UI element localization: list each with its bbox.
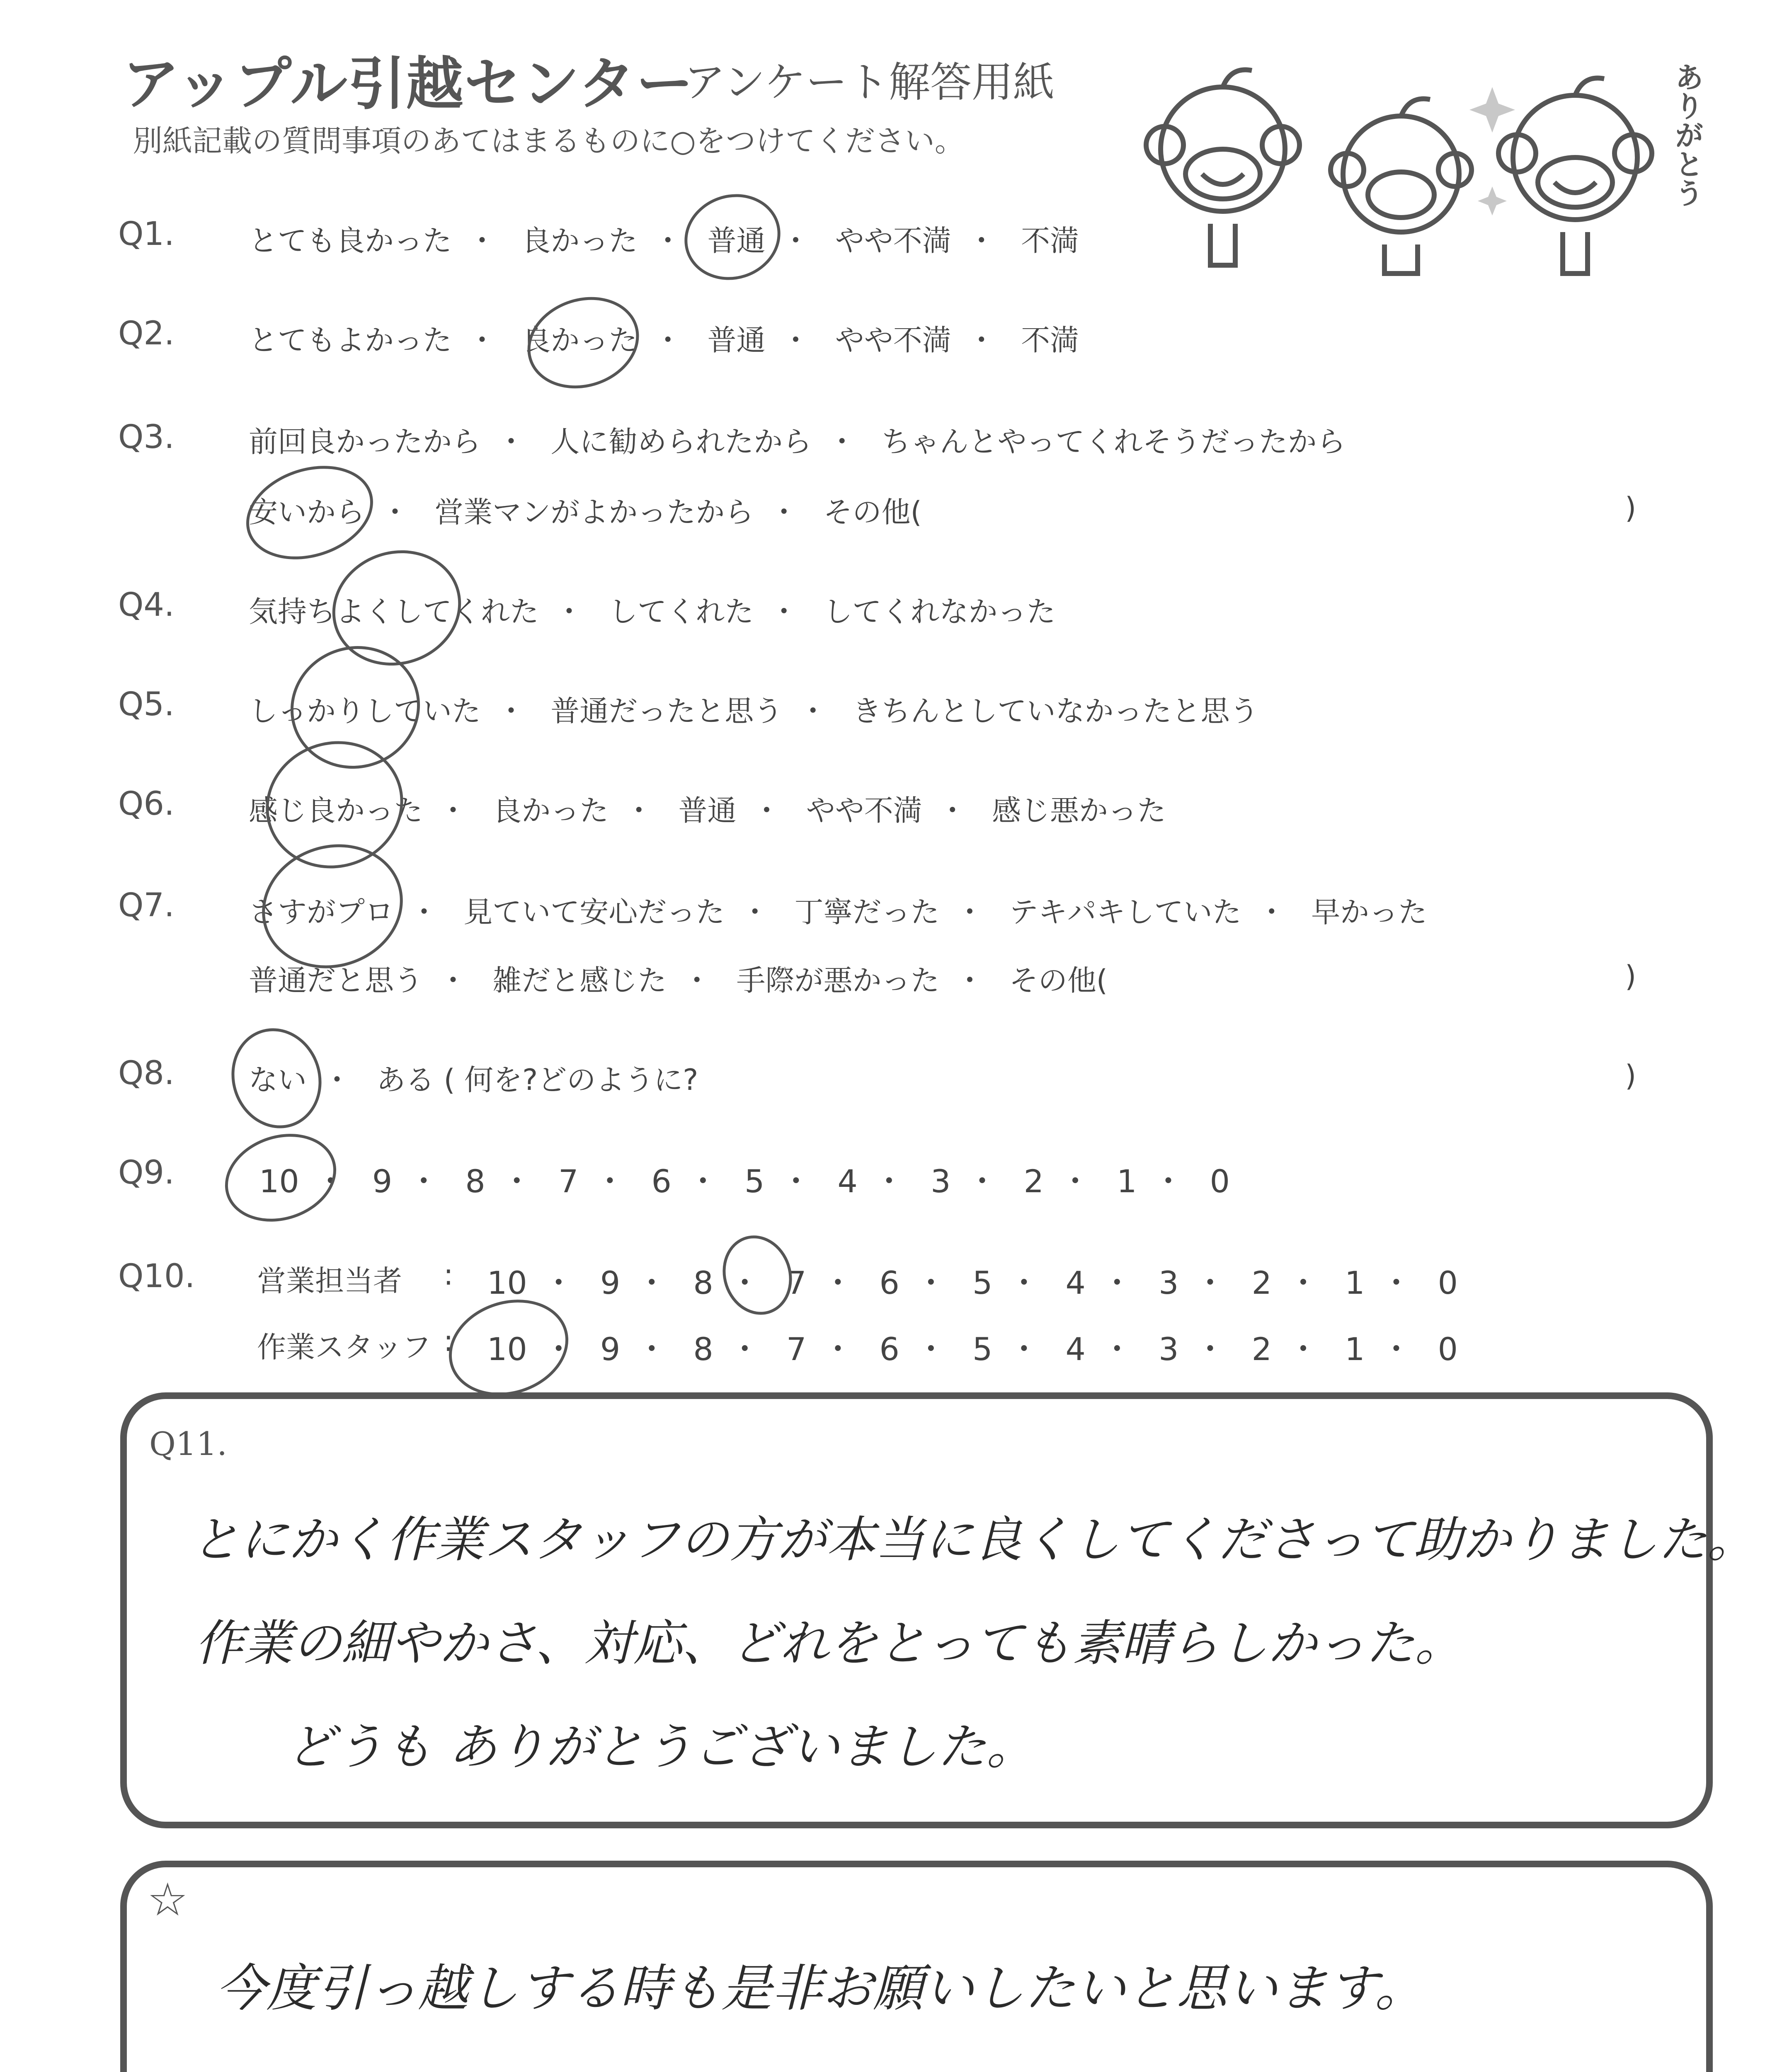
- q6-option-5[interactable]: 感じ悪かった: [992, 794, 1166, 828]
- survey-subtitle: アンケート解答用紙: [684, 58, 1055, 107]
- q1-option-3[interactable]: 普通: [707, 224, 766, 258]
- q11-handwritten-line-2: 作業の細やかさ、対応、どれをとっても素晴らしかった。: [195, 1615, 1464, 1672]
- q9-score-8[interactable]: 8: [465, 1163, 485, 1200]
- q6-option-1[interactable]: 感じ良かった: [249, 794, 423, 828]
- q4-option-3[interactable]: してくれなかった: [823, 595, 1056, 629]
- q6-option-4[interactable]: やや不満: [806, 794, 922, 828]
- q1-option-2[interactable]: 良かった: [521, 224, 638, 258]
- q4-option-1[interactable]: 気持ちよくしてくれた: [249, 595, 539, 629]
- thanks-text: ありがとう: [1670, 62, 1704, 207]
- q3-option-other[interactable]: その他(: [823, 495, 922, 529]
- q8-selection-circle: [219, 1017, 335, 1140]
- q10-staff-score-3[interactable]: 3: [1159, 1331, 1179, 1368]
- q9-score-4[interactable]: 4: [837, 1163, 858, 1200]
- q9-score-1[interactable]: 1: [1117, 1163, 1137, 1200]
- q10-staff-score-2[interactable]: 2: [1251, 1331, 1272, 1368]
- q10-staff-score-10[interactable]: 10: [487, 1331, 527, 1368]
- q7-option-7[interactable]: 雑だと感じた: [492, 963, 667, 997]
- q2-label: Q2.: [118, 315, 175, 352]
- q10-staff-score-0[interactable]: 0: [1438, 1331, 1458, 1368]
- q1-option-5[interactable]: 不満: [1021, 224, 1079, 258]
- q10-sales-score-4[interactable]: 4: [1065, 1264, 1086, 1301]
- q3-label: Q3.: [118, 419, 175, 456]
- q9-score-2[interactable]: 2: [1023, 1163, 1044, 1200]
- q9-score-7[interactable]: 7: [558, 1163, 579, 1200]
- survey-title: アップル引越センター: [122, 51, 694, 117]
- q10-staff-scale: 10 ・ 9 ・ 8 ・ 7 ・ 6 ・ 5 ・ 4 ・ 3 ・ 2 ・ 1 ・ 0: [487, 1331, 1458, 1368]
- q4-options: 気持ちよくしてくれた ・ してくれた ・ してくれなかった: [249, 595, 1056, 629]
- q8-option-2[interactable]: ある ( 何を?どのように?: [376, 1063, 698, 1097]
- q10-staff-label: 作業スタッフ: [257, 1330, 431, 1364]
- q2-option-5[interactable]: 不満: [1021, 323, 1079, 357]
- q2-option-3[interactable]: 普通: [707, 323, 766, 357]
- q3-option-2[interactable]: 人に勧められたから: [550, 425, 812, 459]
- q6-options: 感じ良かった ・ 良かった ・ 普通 ・ やや不満 ・ 感じ悪かった: [249, 794, 1166, 828]
- q8-close-paren: ): [1625, 1059, 1637, 1093]
- q5-option-3[interactable]: きちんとしていなかったと思う: [852, 694, 1259, 728]
- q7-close-paren: ): [1625, 959, 1637, 993]
- q3-option-5[interactable]: 営業マンがよかったから: [434, 495, 754, 529]
- q9-label: Q9.: [118, 1154, 175, 1191]
- q2-option-1[interactable]: とてもよかった: [249, 323, 452, 357]
- q4-label: Q4.: [118, 586, 175, 624]
- q1-option-4[interactable]: やや不満: [835, 224, 951, 258]
- q10-sales-score-8[interactable]: 8: [693, 1264, 713, 1301]
- star-icon: ☆: [147, 1873, 188, 1926]
- q10-sales-label: 営業担当者: [257, 1264, 402, 1298]
- q3-options-line2: 安いから ・ 営業マンがよかったから ・ その他(: [249, 495, 922, 529]
- q10-staff-score-1[interactable]: 1: [1345, 1331, 1365, 1368]
- q10-staff-score-6[interactable]: 6: [879, 1331, 899, 1368]
- q8-label: Q8.: [118, 1055, 175, 1092]
- q9-score-9[interactable]: 9: [372, 1163, 393, 1200]
- q10-sales-selection-circle: [713, 1226, 802, 1324]
- q10-sales-score-5[interactable]: 5: [972, 1264, 993, 1301]
- q4-option-2[interactable]: してくれた: [609, 595, 754, 629]
- q11-handwritten-line-3: どうも ありがとうございました。: [286, 1718, 1035, 1775]
- q6-option-3[interactable]: 普通: [678, 794, 737, 828]
- q10-sales-score-1[interactable]: 1: [1345, 1264, 1365, 1301]
- q3-option-4[interactable]: 安いから: [249, 495, 365, 529]
- q8-option-1[interactable]: ない: [249, 1063, 307, 1097]
- q10-sales-score-6[interactable]: 6: [879, 1264, 899, 1301]
- instruction-text: 別紙記載の質問事項のあてはまるものに○をつけてください。: [133, 123, 965, 158]
- q7-option-3[interactable]: 丁寧だった: [794, 895, 940, 929]
- q1-label: Q1.: [118, 215, 175, 253]
- q2-option-2[interactable]: 良かった: [521, 323, 638, 357]
- q10-staff-score-7[interactable]: 7: [786, 1331, 807, 1368]
- q7-option-1[interactable]: さすがプロ: [249, 895, 394, 929]
- q11-handwritten-line-1: とにかく作業スタッフの方が本当に良くしてくださって助かりました。: [191, 1511, 1756, 1568]
- monkey-mascots-illustration: [1127, 50, 1716, 282]
- q9-scale: 10 ・ 9 ・ 8 ・ 7 ・ 6 ・ 5 ・ 4 ・ 3 ・ 2 ・ 1 ・ 0: [259, 1163, 1230, 1200]
- additional-comment-handwritten: 今度引っ越しする時も是非お願いしたいと思います。: [216, 1959, 1426, 2018]
- q10-label: Q10.: [118, 1258, 195, 1295]
- q3-close-paren: ): [1625, 491, 1637, 525]
- q7-option-8[interactable]: 手際が悪かった: [736, 963, 940, 997]
- q7-label: Q7.: [118, 887, 175, 924]
- q10-staff-colon: :: [444, 1324, 453, 1358]
- q9-score-6[interactable]: 6: [651, 1163, 672, 1200]
- q7-option-4[interactable]: テキパキしていた: [1009, 895, 1241, 929]
- q1-selection-circle: [673, 182, 792, 292]
- q10-sales-score-9[interactable]: 9: [600, 1264, 621, 1301]
- q5-options: しっかりしていた ・ 普通だったと思う ・ きちんとしていなかったと思う: [249, 694, 1259, 728]
- q10-sales-score-2[interactable]: 2: [1251, 1264, 1272, 1301]
- q3-options-line1: 前回良かったから ・ 人に勧められたから ・ ちゃんとやってくれそうだったから: [249, 425, 1346, 459]
- q2-selection-circle: [516, 283, 651, 402]
- q6-label: Q6.: [118, 785, 175, 823]
- q10-sales-score-10[interactable]: 10: [487, 1264, 527, 1301]
- q11-label: Q11.: [149, 1426, 227, 1463]
- q7-options-line2: 普通だと思う ・ 雑だと感じた ・ 手際が悪かった ・ その他(: [249, 963, 1108, 997]
- q10-sales-colon: :: [444, 1258, 453, 1292]
- q2-option-4[interactable]: やや不満: [835, 323, 951, 357]
- q10-staff-score-9[interactable]: 9: [600, 1331, 621, 1368]
- q10-staff-selection-circle: [436, 1285, 581, 1411]
- q10-sales-score-7[interactable]: 7: [786, 1264, 807, 1301]
- q9-selection-circle: [213, 1120, 348, 1236]
- q10-sales-score-0[interactable]: 0: [1438, 1264, 1458, 1301]
- q7-option-other[interactable]: その他(: [1009, 963, 1108, 997]
- q1-option-1[interactable]: とても良かった: [249, 224, 452, 258]
- q10-sales-score-3[interactable]: 3: [1159, 1264, 1179, 1301]
- q10-staff-score-8[interactable]: 8: [693, 1331, 713, 1368]
- q5-label: Q5.: [118, 686, 175, 723]
- q9-score-3[interactable]: 3: [931, 1163, 951, 1200]
- q7-option-6[interactable]: 普通だと思う: [249, 963, 423, 997]
- q3-option-3[interactable]: ちゃんとやってくれそうだったから: [881, 425, 1346, 459]
- q1-options: とても良かった ・ 良かった ・ 普通 ・ やや不満 ・ 不満: [249, 224, 1079, 258]
- q10-sales-scale: 10 ・ 9 ・ 8 ・ 7 ・ 6 ・ 5 ・ 4 ・ 3 ・ 2 ・ 1 ・ 0: [487, 1264, 1458, 1301]
- q2-options: とてもよかった ・ 良かった ・ 普通 ・ やや不満 ・ 不満: [249, 323, 1079, 357]
- q6-option-2[interactable]: 良かった: [492, 794, 609, 828]
- q7-options-line1: さすがプロ ・ 見ていて安心だった ・ 丁寧だった ・ テキパキしていた ・ 早かった: [249, 895, 1428, 929]
- q9-score-0[interactable]: 0: [1210, 1163, 1230, 1200]
- q7-option-2[interactable]: 見ていて安心だった: [463, 895, 725, 929]
- q9-score-5[interactable]: 5: [744, 1163, 765, 1200]
- q9-score-10[interactable]: 10: [259, 1163, 299, 1200]
- q10-staff-score-5[interactable]: 5: [972, 1331, 993, 1368]
- q7-option-5[interactable]: 早かった: [1311, 895, 1428, 929]
- q5-option-2[interactable]: 普通だったと思う: [550, 694, 783, 728]
- q5-option-1[interactable]: しっかりしていた: [249, 694, 481, 728]
- q8-options: ない ・ ある ( 何を?どのように?: [249, 1063, 698, 1097]
- q10-staff-score-4[interactable]: 4: [1065, 1331, 1086, 1368]
- q3-option-1[interactable]: 前回良かったから: [249, 425, 481, 459]
- q3-selection-circle: [234, 450, 385, 575]
